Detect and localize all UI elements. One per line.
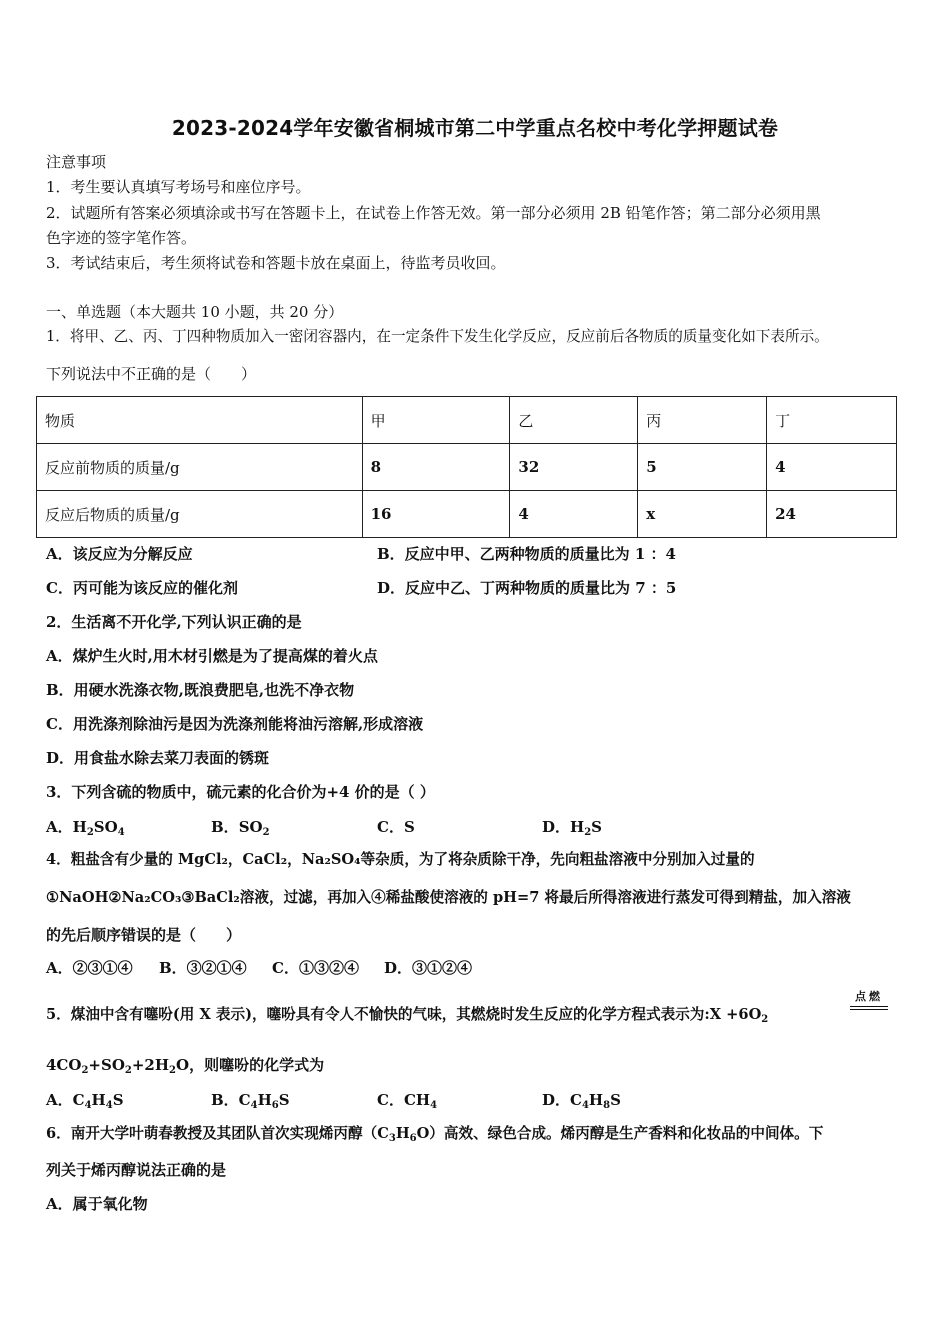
reaction-arrow-rule bbox=[850, 1009, 888, 1010]
q5-option-b[interactable]: B．$C_4H_6S$ bbox=[211, 1091, 290, 1111]
table-cell: 反应后物质的质量/g bbox=[37, 491, 363, 538]
table-header-cell: 甲 bbox=[362, 397, 510, 444]
table-header-cell: 丁 bbox=[767, 397, 897, 444]
table-cell: 4 bbox=[510, 491, 638, 538]
table-cell: 反应前物质的质量/g bbox=[37, 444, 363, 491]
q2-option-b[interactable]: B．用硬水洗涤衣物,既浪费肥皂,也洗不净衣物 bbox=[46, 681, 355, 699]
q6-option-a[interactable]: A．属于氧化物 bbox=[46, 1195, 148, 1213]
reaction-arrow-rule bbox=[850, 1006, 888, 1007]
notice-item-3: 3．考试结束后，考生须将试卷和答题卡放在桌面上，待监考员收回。 bbox=[46, 254, 506, 272]
q1-option-a[interactable]: A．该反应为分解反应 bbox=[46, 545, 193, 563]
q3-option-a[interactable]: A．$H_2SO_4$ bbox=[46, 818, 125, 838]
q5-option-d[interactable]: D．$C_4H_8S$ bbox=[542, 1091, 621, 1111]
q4-option-b[interactable]: B．③②①④ bbox=[159, 959, 247, 977]
table-cell: 16 bbox=[362, 491, 510, 538]
q4-stem-line1: 4．粗盐含有少量的 MgCl₂，CaCl₂，Na₂SO₄等杂质，为了将杂质除干净，先向粗盐溶液中分别加入过量的 bbox=[46, 851, 755, 868]
reaction-condition-label: 点燃 bbox=[855, 990, 883, 1003]
q4-option-d[interactable]: D．③①②④ bbox=[384, 959, 473, 977]
q4-option-a[interactable]: A．②③①④ bbox=[46, 959, 133, 977]
q4-stem-line2: ①NaOH②Na₂CO₃③BaCl₂溶液，过滤，再加入④稀盐酸使溶液的 pH=7 将最后所得溶液进行蒸发可得到精盐，加入溶液 bbox=[46, 889, 851, 906]
table-cell: 8 bbox=[362, 444, 510, 491]
q6-stem-line1: 6．南开大学叶萌春教授及其团队首次实现烯丙醇$(C_3H_6O)$高效、绿色合成。烯丙醇是生产香料和化妆品的中间体。下 bbox=[46, 1125, 824, 1144]
table-row bbox=[37, 491, 897, 538]
q2-option-c[interactable]: C．用洗涤剂除油污是因为洗涤剂能将油污溶解,形成溶液 bbox=[46, 715, 424, 733]
notice-item-2: 2．试题所有答案必须填涂或书写在答题卡上，在试卷上作答无效。第一部分必须用 2B 铅笔作答；第二部分必须用黑 bbox=[46, 204, 821, 222]
table-row bbox=[37, 397, 897, 444]
table-cell: 32 bbox=[510, 444, 638, 491]
table-row bbox=[37, 444, 897, 491]
q1-option-b[interactable]: B．反应中甲、乙两种物质的质量比为 1 ：4 bbox=[377, 545, 676, 563]
q5-stem-line1: 5．煤油中含有噻吩(用 X 表示)，噻吩具有令人不愉快的气味，其燃烧时发生反应的化学方程式表示为:X $+6O_2$ bbox=[46, 1006, 769, 1025]
q1-option-c[interactable]: C．丙可能为该反应的催化剂 bbox=[46, 579, 238, 597]
notice-heading: 注意事项 bbox=[46, 153, 107, 171]
q4-option-c[interactable]: C．①③②④ bbox=[272, 959, 359, 977]
q3-option-d[interactable]: D．$H_2S$ bbox=[542, 818, 603, 838]
exam-title: 2023-2024学年安徽省桐城市第二中学重点名校中考化学押题试卷 bbox=[171, 116, 779, 140]
table-cell: 24 bbox=[767, 491, 897, 538]
q5-option-c[interactable]: C．$CH_4$ bbox=[377, 1091, 438, 1111]
table-cell: 5 bbox=[638, 444, 767, 491]
q1-stem-line2: 下列说法中不正确的是（ ） bbox=[46, 365, 257, 383]
notice-item-2-cont: 色字迹的签字笔作答。 bbox=[46, 229, 197, 247]
table-cell: 4 bbox=[767, 444, 897, 491]
q5-option-a[interactable]: A．$C_4H_4S$ bbox=[46, 1091, 124, 1111]
q4-stem-line3: 的先后顺序错误的是（ ） bbox=[46, 926, 242, 944]
q6-stem-line2: 列关于烯丙醇说法正确的是 bbox=[46, 1161, 227, 1179]
q3-stem: 3．下列含硫的物质中，硫元素的化合价为+4 价的是（ ） bbox=[46, 783, 435, 801]
table-header-cell: 物质 bbox=[37, 397, 363, 444]
q2-option-d[interactable]: D．用食盐水除去菜刀表面的锈斑 bbox=[46, 749, 270, 767]
table-header-cell: 乙 bbox=[510, 397, 638, 444]
q1-mass-table bbox=[36, 396, 897, 538]
q1-option-d[interactable]: D．反应中乙、丁两种物质的质量比为 7 ：5 bbox=[377, 579, 677, 597]
table-cell: x bbox=[638, 491, 767, 538]
q1-stem-line1: 1．将甲、乙、丙、丁四种物质加入一密闭容器内，在一定条件下发生化学反应，反应前后各物质的质量变化如下表所示。 bbox=[46, 328, 829, 345]
table-header-cell: 丙 bbox=[638, 397, 767, 444]
q3-option-c[interactable]: C．S bbox=[377, 818, 415, 836]
q5-stem-line2: $4CO_2+SO_2+2H_2O$，则噻吩的化学式为 bbox=[46, 1056, 325, 1076]
q2-stem: 2．生活离不开化学,下列认识正确的是 bbox=[46, 613, 302, 631]
section-heading: 一、单选题（本大题共 10 小题，共 20 分） bbox=[46, 303, 344, 321]
q3-option-b[interactable]: B．$SO_2$ bbox=[211, 818, 270, 838]
q2-option-a[interactable]: A．煤炉生火时,用木材引燃是为了提高煤的着火点 bbox=[46, 647, 378, 665]
notice-item-1: 1．考生要认真填写考场号和座位序号。 bbox=[46, 178, 311, 196]
